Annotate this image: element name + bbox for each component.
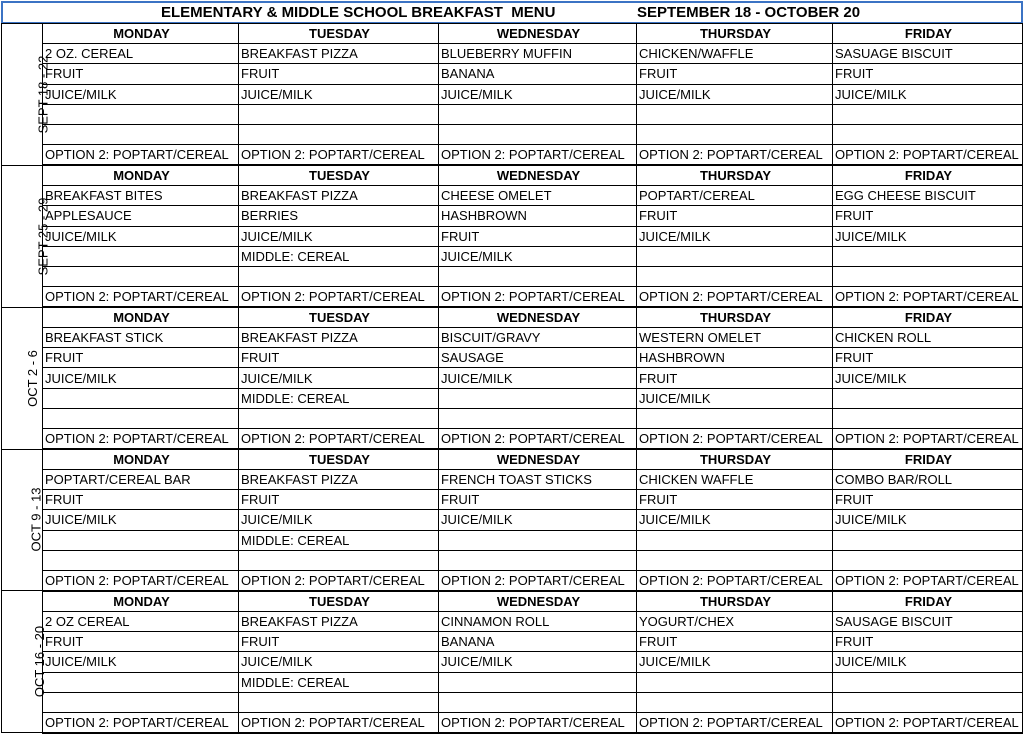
- menu-item-cell: JUICE/MILK: [43, 84, 239, 104]
- menu-item-cell: BREAKFAST PIZZA: [239, 470, 439, 490]
- menu-item-cell: SASUAGE BISCUIT: [833, 44, 1023, 64]
- menu-body: [2, 24, 1023, 733]
- day-header: FRIDAY: [833, 24, 1023, 44]
- menu-item-cell: BREAKFAST STICK: [43, 328, 239, 348]
- menu-item-cell: [239, 124, 439, 144]
- week-label-text: SEPT 18 - 22: [35, 55, 51, 134]
- menu-item-cell: OPTION 2: POPTART/CEREAL: [43, 287, 239, 308]
- day-header: WEDNESDAY: [439, 307, 637, 328]
- menu-item-cell: OPTION 2: POPTART/CEREAL: [637, 429, 833, 450]
- menu-item-cell: BREAKFAST PIZZA: [239, 186, 439, 206]
- menu-item-cell: FRUIT: [43, 64, 239, 84]
- menu-item-cell: [43, 672, 239, 692]
- menu-item-cell: JUICE/MILK: [239, 226, 439, 246]
- menu-row: [2, 206, 1023, 226]
- menu-row: [2, 145, 1023, 166]
- menu-item-cell: JUICE/MILK: [833, 510, 1023, 530]
- menu-item-cell: [43, 530, 239, 550]
- menu-item-cell: [239, 266, 439, 286]
- menu-item-cell: MIDDLE: CEREAL: [239, 388, 439, 408]
- menu-item-cell: FRUIT: [637, 490, 833, 510]
- day-header: FRIDAY: [833, 449, 1023, 470]
- menu-row: [2, 328, 1023, 348]
- menu-item-cell: POPTART/CEREAL BAR: [43, 470, 239, 490]
- week-label-text: OCT 9 - 13: [28, 487, 44, 552]
- day-header-row: [2, 165, 1023, 186]
- menu-item-cell: SAUSAGE: [439, 348, 637, 368]
- menu-item-cell: OPTION 2: POPTART/CEREAL: [43, 712, 239, 733]
- day-header: TUESDAY: [239, 591, 439, 612]
- menu-item-cell: CHEESE OMELET: [439, 186, 637, 206]
- menu-item-cell: MIDDLE: CEREAL: [239, 672, 439, 692]
- menu-item-cell: BREAKFAST PIZZA: [239, 611, 439, 631]
- menu-item-cell: [637, 530, 833, 550]
- menu-item-cell: OPTION 2: POPTART/CEREAL: [439, 712, 637, 733]
- menu-item-cell: [239, 692, 439, 712]
- menu-item-cell: [833, 124, 1023, 144]
- menu-item-cell: [637, 550, 833, 570]
- menu-row: [2, 287, 1023, 308]
- menu-row: [2, 368, 1023, 388]
- day-header: FRIDAY: [833, 591, 1023, 612]
- menu-item-cell: BREAKFAST PIZZA: [239, 328, 439, 348]
- day-header-row: [2, 307, 1023, 328]
- menu-item-cell: [43, 104, 239, 124]
- menu-row: [2, 124, 1023, 144]
- week-label: [2, 24, 51, 166]
- menu-row: [2, 186, 1023, 206]
- menu-row: [2, 611, 1023, 631]
- menu-item-cell: JUICE/MILK: [43, 510, 239, 530]
- week-label: [2, 449, 43, 591]
- menu-item-cell: JUICE/MILK: [43, 226, 239, 246]
- menu-row: [2, 550, 1023, 570]
- menu-item-cell: JUICE/MILK: [439, 652, 637, 672]
- menu-item-cell: BREAKFAST BITES: [43, 186, 239, 206]
- menu-item-cell: FRUIT: [833, 348, 1023, 368]
- menu-item-cell: OPTION 2: POPTART/CEREAL: [637, 287, 833, 308]
- menu-item-cell: JUICE/MILK: [239, 368, 439, 388]
- menu-item-cell: CHICKEN ROLL: [833, 328, 1023, 348]
- menu-item-cell: OPTION 2: POPTART/CEREAL: [833, 429, 1023, 450]
- menu-item-cell: [439, 530, 637, 550]
- menu-item-cell: FRUIT: [833, 632, 1023, 652]
- menu-item-cell: [833, 388, 1023, 408]
- day-header: TUESDAY: [239, 307, 439, 328]
- menu-item-cell: JUICE/MILK: [637, 226, 833, 246]
- menu-item-cell: JUICE/MILK: [637, 652, 833, 672]
- menu-item-cell: [43, 266, 239, 286]
- day-header: FRIDAY: [833, 307, 1023, 328]
- menu-item-cell: [439, 692, 637, 712]
- menu-row: [2, 408, 1023, 428]
- menu-item-cell: [43, 246, 239, 266]
- menu-item-cell: OPTION 2: POPTART/CEREAL: [637, 712, 833, 733]
- menu-item-cell: JUICE/MILK: [833, 226, 1023, 246]
- menu-item-cell: JUICE/MILK: [239, 510, 439, 530]
- menu-item-cell: FRUIT: [637, 64, 833, 84]
- menu-item-cell: OPTION 2: POPTART/CEREAL: [439, 429, 637, 450]
- day-header-row: [2, 449, 1023, 470]
- menu-item-cell: JUICE/MILK: [637, 388, 833, 408]
- menu-item-cell: OPTION 2: POPTART/CEREAL: [239, 429, 439, 450]
- menu-item-cell: JUICE/MILK: [439, 368, 637, 388]
- menu-item-cell: JUICE/MILK: [833, 652, 1023, 672]
- menu-item-cell: CHICKEN WAFFLE: [637, 470, 833, 490]
- day-header: TUESDAY: [239, 24, 439, 44]
- menu-title-bar: [1, 1, 1023, 24]
- day-header: THURSDAY: [637, 449, 833, 470]
- menu-item-cell: JUICE/MILK: [439, 84, 637, 104]
- menu-item-cell: 2 OZ. CEREAL: [43, 44, 239, 64]
- menu-item-cell: OPTION 2: POPTART/CEREAL: [43, 570, 239, 591]
- menu-item-cell: HASHBROWN: [637, 348, 833, 368]
- menu-row: [2, 632, 1023, 652]
- menu-item-cell: JUICE/MILK: [637, 510, 833, 530]
- menu-item-cell: MIDDLE: CEREAL: [239, 530, 439, 550]
- menu-row: [2, 84, 1023, 104]
- day-header: MONDAY: [43, 165, 239, 186]
- menu-row: [2, 470, 1023, 490]
- menu-row: [2, 510, 1023, 530]
- menu-item-cell: JUICE/MILK: [239, 652, 439, 672]
- week-label-text: OCT 16 - 20: [32, 626, 48, 698]
- menu-item-cell: [239, 104, 439, 124]
- week-label-text: SEPT 25 - 29: [35, 197, 51, 275]
- menu-item-cell: [439, 388, 637, 408]
- menu-item-cell: JUICE/MILK: [833, 84, 1023, 104]
- menu-item-cell: [439, 104, 637, 124]
- menu-item-cell: OPTION 2: POPTART/CEREAL: [833, 287, 1023, 308]
- menu-item-cell: OPTION 2: POPTART/CEREAL: [43, 145, 239, 166]
- menu-row: [2, 266, 1023, 286]
- menu-row: [2, 64, 1023, 84]
- menu-item-cell: OPTION 2: POPTART/CEREAL: [239, 287, 439, 308]
- day-header: TUESDAY: [239, 165, 439, 186]
- menu-row: [2, 712, 1023, 733]
- menu-item-cell: FRUIT: [239, 490, 439, 510]
- menu-row: [2, 692, 1023, 712]
- menu-item-cell: [43, 124, 239, 144]
- menu-item-cell: FRUIT: [637, 206, 833, 226]
- menu-item-cell: BERRIES: [239, 206, 439, 226]
- menu-item-cell: YOGURT/CHEX: [637, 611, 833, 631]
- menu-item-cell: [439, 408, 637, 428]
- menu-item-cell: COMBO BAR/ROLL: [833, 470, 1023, 490]
- day-header: THURSDAY: [637, 165, 833, 186]
- menu-item-cell: OPTION 2: POPTART/CEREAL: [239, 145, 439, 166]
- menu-item-cell: OPTION 2: POPTART/CEREAL: [439, 570, 637, 591]
- menu-item-cell: BREAKFAST PIZZA: [239, 44, 439, 64]
- menu-item-cell: [43, 550, 239, 570]
- menu-row: [2, 429, 1023, 450]
- menu-item-cell: EGG CHEESE BISCUIT: [833, 186, 1023, 206]
- menu-item-cell: [833, 104, 1023, 124]
- menu-item-cell: FRUIT: [439, 490, 637, 510]
- menu-item-cell: [239, 550, 439, 570]
- menu-item-cell: FRUIT: [833, 64, 1023, 84]
- menu-item-cell: OPTION 2: POPTART/CEREAL: [637, 145, 833, 166]
- menu-item-cell: FRUIT: [833, 206, 1023, 226]
- menu-item-cell: FRUIT: [43, 632, 239, 652]
- menu-item-cell: [439, 550, 637, 570]
- menu-row: [2, 104, 1023, 124]
- menu-row: [2, 246, 1023, 266]
- menu-item-cell: [637, 104, 833, 124]
- day-header: WEDNESDAY: [439, 24, 637, 44]
- week-label: [2, 591, 48, 733]
- menu-item-cell: [637, 408, 833, 428]
- menu-item-cell: HASHBROWN: [439, 206, 637, 226]
- menu-item-cell: OPTION 2: POPTART/CEREAL: [833, 570, 1023, 591]
- week-label: [2, 165, 51, 307]
- day-header: THURSDAY: [637, 307, 833, 328]
- day-header: MONDAY: [43, 307, 239, 328]
- menu-row: [2, 226, 1023, 246]
- day-header: WEDNESDAY: [439, 449, 637, 470]
- menu-item-cell: OPTION 2: POPTART/CEREAL: [239, 570, 439, 591]
- menu-item-cell: FRUIT: [43, 490, 239, 510]
- day-header: TUESDAY: [239, 449, 439, 470]
- menu-item-cell: [833, 408, 1023, 428]
- menu-item-cell: [637, 692, 833, 712]
- menu-item-cell: 2 OZ CEREAL: [43, 611, 239, 631]
- week-label-text: OCT 2 - 6: [24, 349, 40, 407]
- menu-item-cell: POPTART/CEREAL: [637, 186, 833, 206]
- menu-item-cell: JUICE/MILK: [637, 84, 833, 104]
- menu-item-cell: JUICE/MILK: [239, 84, 439, 104]
- menu-item-cell: [833, 246, 1023, 266]
- menu-item-cell: BANANA: [439, 632, 637, 652]
- menu-item-cell: [637, 124, 833, 144]
- menu-item-cell: FRUIT: [239, 348, 439, 368]
- day-header: WEDNESDAY: [439, 165, 637, 186]
- menu-item-cell: WESTERN OMELET: [637, 328, 833, 348]
- menu-item-cell: FRUIT: [637, 632, 833, 652]
- menu-row: [2, 348, 1023, 368]
- menu-item-cell: JUICE/MILK: [43, 368, 239, 388]
- menu-item-cell: [43, 388, 239, 408]
- menu-item-cell: BISCUIT/GRAVY: [439, 328, 637, 348]
- menu-item-cell: OPTION 2: POPTART/CEREAL: [637, 570, 833, 591]
- menu-item-cell: FRUIT: [239, 632, 439, 652]
- menu-item-cell: FRENCH TOAST STICKS: [439, 470, 637, 490]
- menu-item-cell: FRUIT: [439, 226, 637, 246]
- menu-item-cell: FRUIT: [833, 490, 1023, 510]
- menu-item-cell: [833, 530, 1023, 550]
- menu-item-cell: APPLESAUCE: [43, 206, 239, 226]
- menu-item-cell: MIDDLE: CEREAL: [239, 246, 439, 266]
- menu-item-cell: [239, 408, 439, 428]
- menu-item-cell: [833, 672, 1023, 692]
- menu-item-cell: [637, 672, 833, 692]
- menu-row: [2, 490, 1023, 510]
- day-header: MONDAY: [43, 591, 239, 612]
- menu-item-cell: [833, 266, 1023, 286]
- breakfast-menu-table: [1, 23, 1023, 734]
- day-header: THURSDAY: [637, 24, 833, 44]
- menu-item-cell: OPTION 2: POPTART/CEREAL: [239, 712, 439, 733]
- menu-item-cell: BANANA: [439, 64, 637, 84]
- menu-item-cell: [637, 266, 833, 286]
- menu-item-cell: JUICE/MILK: [439, 510, 637, 530]
- menu-item-cell: [43, 692, 239, 712]
- menu-row: [2, 570, 1023, 591]
- week-label: [2, 307, 43, 449]
- menu-item-cell: OPTION 2: POPTART/CEREAL: [833, 145, 1023, 166]
- menu-item-cell: [833, 692, 1023, 712]
- day-header: MONDAY: [43, 449, 239, 470]
- menu-item-cell: [439, 672, 637, 692]
- menu-row: [2, 44, 1023, 64]
- menu-item-cell: JUICE/MILK: [439, 246, 637, 266]
- menu-item-cell: JUICE/MILK: [43, 652, 239, 672]
- day-header: MONDAY: [43, 24, 239, 44]
- menu-item-cell: SAUSAGE BISCUIT: [833, 611, 1023, 631]
- menu-item-cell: CHICKEN/WAFFLE: [637, 44, 833, 64]
- menu-item-cell: OPTION 2: POPTART/CEREAL: [833, 712, 1023, 733]
- menu-row: [2, 672, 1023, 692]
- menu-item-cell: OPTION 2: POPTART/CEREAL: [439, 287, 637, 308]
- menu-item-cell: [43, 408, 239, 428]
- menu-item-cell: [439, 124, 637, 144]
- menu-date-range: SEPTEMBER 18 - OCTOBER 20: [637, 4, 861, 21]
- menu-item-cell: FRUIT: [637, 368, 833, 388]
- day-header-row: [2, 591, 1023, 612]
- menu-item-cell: FRUIT: [239, 64, 439, 84]
- menu-item-cell: FRUIT: [43, 348, 239, 368]
- menu-row: [2, 652, 1023, 672]
- day-header: THURSDAY: [637, 591, 833, 612]
- menu-item-cell: CINNAMON ROLL: [439, 611, 637, 631]
- menu-item-cell: OPTION 2: POPTART/CEREAL: [43, 429, 239, 450]
- menu-row: [2, 388, 1023, 408]
- menu-item-cell: JUICE/MILK: [833, 368, 1023, 388]
- day-header: FRIDAY: [833, 165, 1023, 186]
- menu-item-cell: [637, 246, 833, 266]
- menu-item-cell: OPTION 2: POPTART/CEREAL: [439, 145, 637, 166]
- menu-item-cell: BLUEBERRY MUFFIN: [439, 44, 637, 64]
- menu-row: [2, 530, 1023, 550]
- day-header-row: [2, 24, 1023, 44]
- menu-item-cell: [439, 266, 637, 286]
- day-header: WEDNESDAY: [439, 591, 637, 612]
- menu-item-cell: [833, 550, 1023, 570]
- menu-title: ELEMENTARY & MIDDLE SCHOOL BREAKFAST MENU: [161, 4, 556, 21]
